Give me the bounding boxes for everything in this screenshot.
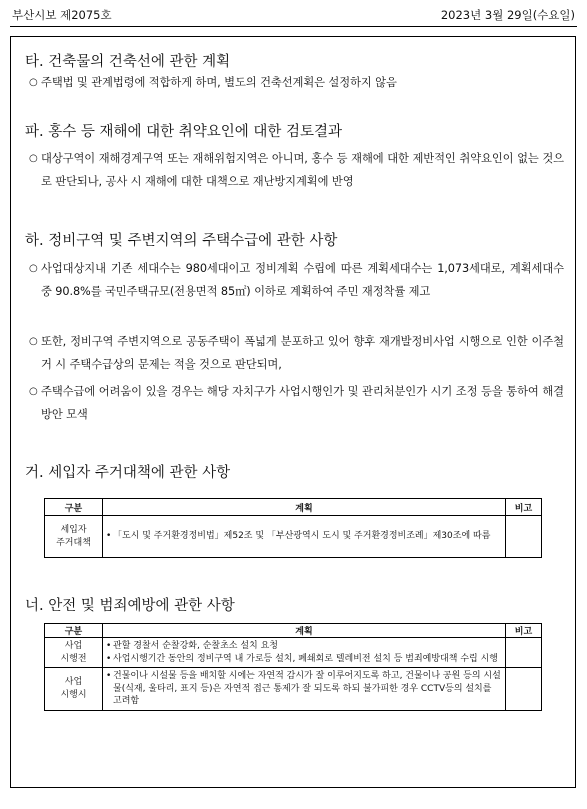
list-item: ○ 주택수급에 어려움이 있을 경우는 해당 자치구가 사업시행인가 및 관리처분인가 시기 조정 등을 통하여 해결방안 모색: [29, 380, 564, 426]
table-header-row: [45, 499, 542, 516]
list-item: ○ 주택법 및 관계법령에 적합하게 하며, 별도의 건축선계획은 설정하지 않음: [29, 71, 564, 94]
row-plan: • 「도시 및 주거환경정비법」제52조 및 「부산광역시 도시 및 주거환경정비조례」제30조에 따름: [103, 516, 506, 558]
bullet-circle-icon: ○: [29, 77, 38, 88]
row-plan: • 건물이나 시설물 등을 배치할 시에는 자연적 감시가 잘 이루어지도록 하고, 건물이나 공원 등의 시설물(식재, 울타리, 표지 등)은 자연적 접근 통제가 잘 되도록 하되 불가피한 경우 CCTV등의 설치를 고려함: [103, 668, 506, 711]
header-note: 비고: [506, 624, 542, 638]
header-plan: 계획: [103, 624, 506, 638]
bullet-circle-icon: ○: [29, 386, 38, 397]
table-row: [45, 516, 542, 558]
bullet-circle-icon: ○: [29, 263, 38, 274]
tenant-housing-table: [44, 498, 542, 558]
publication-title: 부산시보 제2075호: [12, 8, 112, 22]
list-item: ○ 대상구역이 재해경계구역 또는 재해위험지역은 아니며, 홍수 등 재해에 대한 제반적인 취약요인이 없는 것으로 판단되나, 공사 시 재해에 대한 대책으로 재난방지계획에 반영: [29, 147, 564, 193]
row-note: [506, 668, 542, 711]
row-category: 세입자 주거대책: [45, 516, 103, 558]
section-title-ta: 타. 건축물의 건축선에 관한 계획: [25, 54, 231, 70]
header-plan: 계획: [103, 499, 506, 516]
publication-date: 2023년 3월 29일(수요일): [440, 8, 575, 22]
section-title-neo: 너. 안전 및 범죄예방에 관한 사항: [25, 598, 235, 614]
list-item: ○ 또한, 정비구역 주변지역으로 공동주택이 폭넓게 분포하고 있어 향후 재개발정비사업 시행으로 인한 이주철거 시 주택수급상의 문제는 적을 것으로 판단되며,: [29, 330, 564, 376]
safety-crime-table: [44, 623, 542, 711]
table-row: [45, 638, 542, 668]
row-note: [506, 638, 542, 668]
bullet-circle-icon: ○: [29, 336, 38, 347]
list-item: ○ 사업대상지내 기존 세대수는 980세대이고 정비계획 수립에 따른 계획세대수는 1,073세대로, 계획세대수 중 90.8%를 국민주택규모(전용면적 85㎡) 이하로 계획하여 주민 재정착률 제고: [29, 257, 564, 303]
row-plan: • 관할 경찰서 순찰강화, 순찰초소 설치 요청 • 사업시행기간 동안의 정비구역 내 가로등 설치, 폐쇄회로 텔레비전 설치 등 범죄예방대책 수립 시행: [103, 638, 506, 668]
section-title-pa: 파. 홍수 등 재해에 대한 취약요인에 대한 검토결과: [25, 124, 343, 140]
table-header-row: [45, 624, 542, 638]
page-header: [12, 7, 575, 23]
bullet-circle-icon: ○: [29, 153, 38, 164]
header-category: 구분: [45, 499, 103, 516]
header-note: 비고: [506, 499, 542, 516]
row-note: [506, 516, 542, 558]
section-title-ha: 하. 정비구역 및 주변지역의 주택수급에 관한 사항: [25, 233, 338, 249]
header-divider: [10, 26, 577, 27]
table-row: [45, 668, 542, 711]
header-category: 구분: [45, 624, 103, 638]
row-category: 사업 시행시: [45, 668, 103, 711]
section-title-geo: 거. 세입자 주거대책에 관한 사항: [25, 465, 231, 481]
row-category: 사업 시행전: [45, 638, 103, 668]
